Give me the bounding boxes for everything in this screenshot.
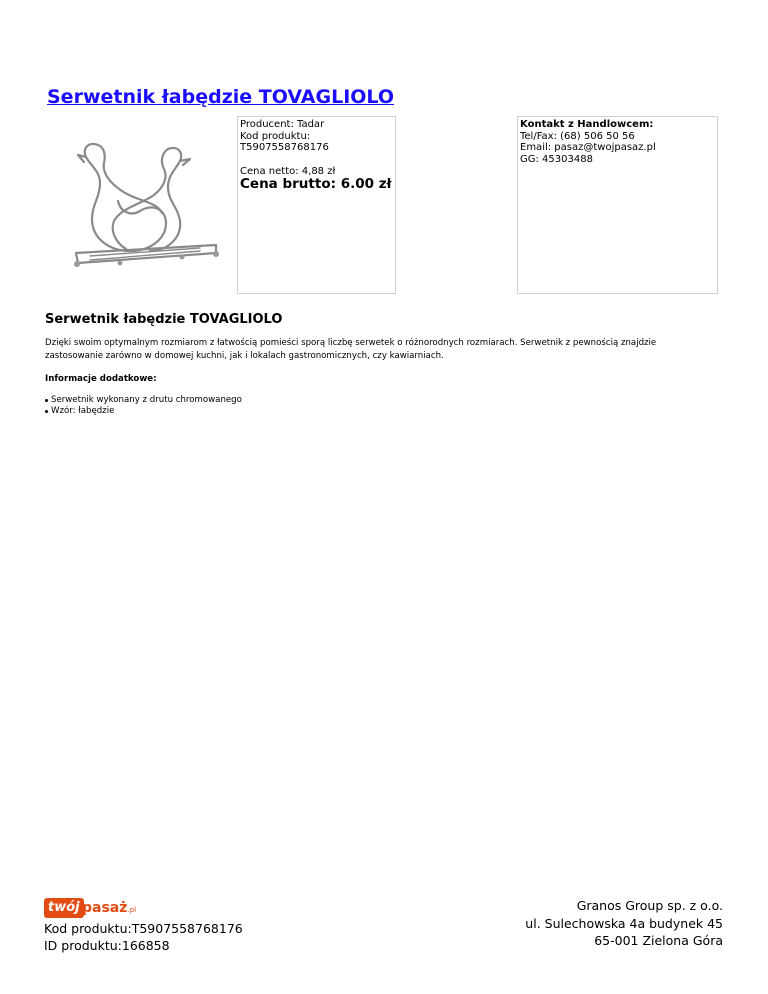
logo-part2	[82, 899, 136, 919]
product-image	[70, 135, 222, 275]
footer-product-id: ID produktu:166858	[44, 938, 170, 953]
footer-company-address	[525, 897, 723, 950]
contact-heading: Kontakt z Handlowcem:	[520, 119, 654, 130]
footer-product-ids	[44, 920, 243, 954]
contact-email: Email: pasaz@twojpasaz.pl	[520, 142, 656, 153]
description-text: Dzięki swoim optymalnym rozmiarom z łatwością pomieści sporą liczbę serwetek o różnorodnych rozmiarach. Serwetnik z pewnością znajdzie zastosowanie zarówno w domowej kuchni, jak i lokalach gastronomicznych, czy kawiarniach.	[45, 338, 657, 361]
list-item: Serwetnik wykonany z drutu chromowanego	[45, 395, 242, 406]
footer-city: 65-001 Zielona Góra	[594, 933, 723, 948]
twojpasaz-logo	[44, 898, 144, 920]
product-code-label: Kod produktu: T5907558768176	[240, 130, 329, 153]
footer-product-code: Kod produktu:T5907558768176	[44, 921, 243, 936]
footer-company: Granos Group sp. z o.o.	[576, 898, 723, 913]
description-title: Serwetnik łabędzie TOVAGLIOLO	[45, 312, 283, 327]
producer-label: Producent: Tadar	[240, 119, 325, 130]
product-title-link[interactable]: Serwetnik łabędzie TOVAGLIOLO	[47, 86, 395, 108]
list-item: Wzór: łabędzie	[45, 406, 242, 417]
product-info-box	[237, 116, 396, 294]
logo-part1: twój	[44, 898, 84, 918]
additional-info-title: Informacje dodatkowe:	[45, 374, 157, 384]
contact-gg: GG: 45303488	[520, 153, 593, 165]
contact-box	[517, 116, 718, 294]
logo-suffix: .pl	[127, 906, 137, 914]
contact-phone: Tel/Fax: (68) 506 50 56	[520, 130, 635, 142]
feature-list	[45, 395, 242, 417]
gross-price: Cena brutto: 6.00 zł	[240, 176, 392, 192]
swan-napkin-holder-illustration	[70, 135, 222, 275]
logo-part2-text: pasaż	[82, 900, 128, 916]
net-price: Cena netto: 4,88 zł	[240, 165, 336, 177]
footer-street: ul. Sulechowska 4a budynek 45	[525, 915, 723, 931]
